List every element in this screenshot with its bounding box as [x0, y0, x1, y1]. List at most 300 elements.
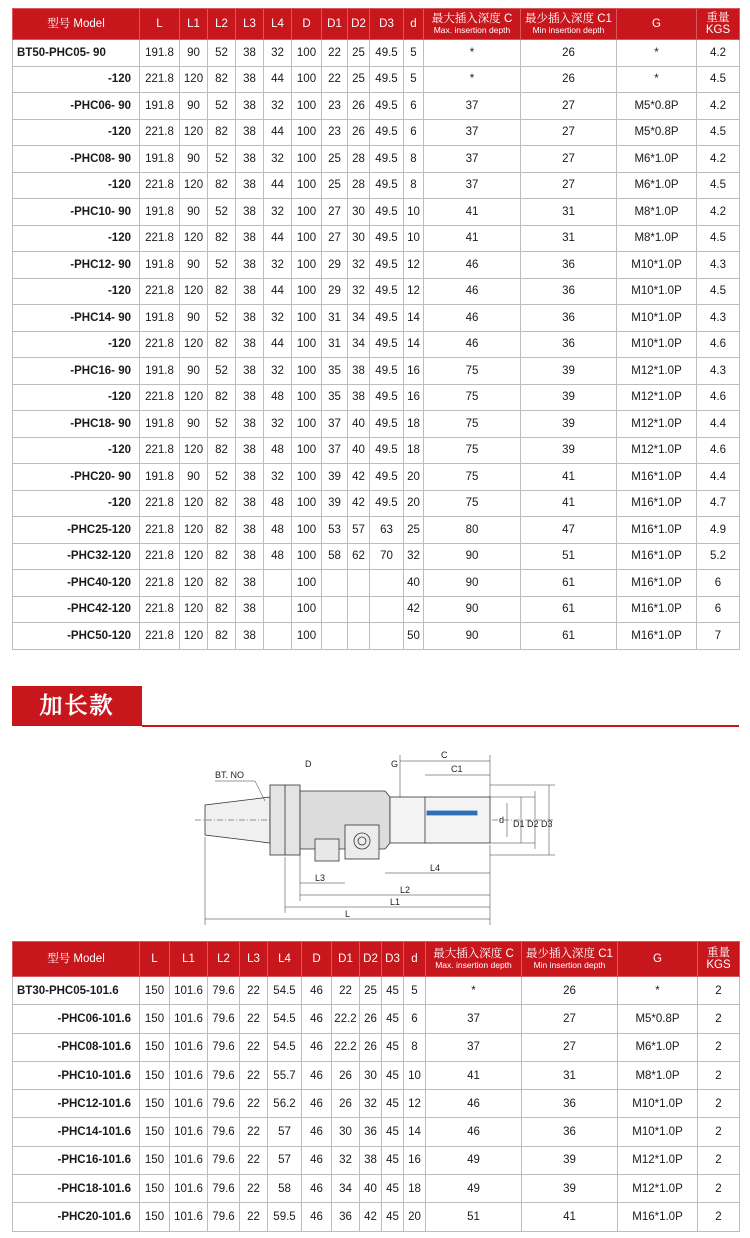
section-divider — [142, 725, 739, 727]
value-cell: 4.5 — [697, 225, 740, 252]
value-cell: 120 — [180, 225, 208, 252]
value-cell: 8 — [404, 1033, 426, 1061]
value-cell: 150 — [140, 1118, 170, 1146]
value-cell: 32 — [264, 40, 292, 67]
value-cell: 4.3 — [697, 252, 740, 279]
value-cell: 120 — [180, 66, 208, 93]
value-cell: 82 — [208, 517, 236, 544]
value-cell: 30 — [348, 225, 370, 252]
value-cell: 49.5 — [370, 490, 404, 517]
value-cell: M5*0.8P — [617, 119, 697, 146]
value-cell: 44 — [264, 331, 292, 358]
value-cell: 191.8 — [140, 464, 180, 491]
value-cell: 27 — [322, 225, 348, 252]
value-cell: 120 — [180, 623, 208, 650]
value-cell: 32 — [264, 252, 292, 279]
spec-table-bt30 — [12, 941, 740, 1232]
table-row — [13, 199, 740, 226]
value-cell: 38 — [236, 464, 264, 491]
value-cell: 31 — [522, 1061, 618, 1089]
value-cell: 36 — [521, 305, 617, 332]
label-G: G — [391, 759, 399, 769]
value-cell: 191.8 — [140, 358, 180, 385]
model-cell: -120 — [13, 490, 140, 517]
value-cell: 38 — [236, 40, 264, 67]
value-cell: 45 — [382, 977, 404, 1005]
value-cell: 4.3 — [697, 358, 740, 385]
table-row — [13, 1005, 740, 1033]
value-cell: 90 — [424, 570, 521, 597]
value-cell: 42 — [348, 490, 370, 517]
model-cell: -PHC32-120 — [13, 543, 140, 570]
value-cell: 49.5 — [370, 40, 404, 67]
value-cell: 45 — [382, 1005, 404, 1033]
value-cell: M16*1.0P — [617, 596, 697, 623]
value-cell: 45 — [382, 1118, 404, 1146]
value-cell: 22 — [240, 1175, 268, 1203]
value-cell: 45 — [382, 1061, 404, 1089]
value-cell: 191.8 — [140, 40, 180, 67]
value-cell: 100 — [292, 623, 322, 650]
value-cell: 49.5 — [370, 437, 404, 464]
value-cell: 32 — [332, 1146, 360, 1174]
value-cell: 16 — [404, 1146, 426, 1174]
value-cell: 46 — [424, 278, 521, 305]
value-cell: 39 — [521, 411, 617, 438]
spec-table-bt50 — [12, 8, 740, 650]
value-cell: 38 — [236, 358, 264, 385]
value-cell: 49.5 — [370, 93, 404, 120]
value-cell: 22 — [240, 1005, 268, 1033]
value-cell: 49.5 — [370, 252, 404, 279]
label-L1: L1 — [390, 897, 401, 907]
value-cell: 18 — [404, 1175, 426, 1203]
value-cell: 191.8 — [140, 146, 180, 173]
value-cell: M8*1.0P — [617, 225, 697, 252]
value-cell: M16*1.0P — [617, 490, 697, 517]
value-cell: 49.5 — [370, 464, 404, 491]
value-cell: 90 — [180, 358, 208, 385]
value-cell: 90 — [424, 543, 521, 570]
header-L1: L1 — [180, 9, 208, 40]
model-cell: -120 — [13, 225, 140, 252]
value-cell: 22 — [332, 977, 360, 1005]
value-cell: 100 — [292, 384, 322, 411]
value-cell: 221.8 — [140, 517, 180, 544]
header-L2: L2 — [208, 942, 240, 977]
value-cell: 75 — [424, 358, 521, 385]
value-cell: 38 — [360, 1146, 382, 1174]
model-cell: -PHC08-101.6 — [13, 1033, 140, 1061]
model-cell: BT50-PHC05- 90 — [13, 40, 140, 67]
label-L4: L4 — [430, 863, 441, 873]
table-header-row — [13, 942, 740, 977]
label-D1: D1 — [513, 819, 525, 829]
value-cell: 40 — [348, 411, 370, 438]
value-cell: M16*1.0P — [617, 543, 697, 570]
value-cell: M10*1.0P — [617, 252, 697, 279]
value-cell: 46 — [302, 1118, 332, 1146]
value-cell: 150 — [140, 1203, 170, 1231]
value-cell: 35 — [322, 358, 348, 385]
value-cell: 100 — [292, 93, 322, 120]
value-cell: 7 — [697, 623, 740, 650]
value-cell: 46 — [302, 1005, 332, 1033]
value-cell: 26 — [348, 93, 370, 120]
value-cell: 27 — [521, 172, 617, 199]
value-cell: 26 — [360, 1033, 382, 1061]
value-cell: 82 — [208, 384, 236, 411]
value-cell: 42 — [360, 1203, 382, 1231]
value-cell: 55.7 — [268, 1061, 302, 1089]
table-row — [13, 278, 740, 305]
value-cell: 42 — [404, 596, 424, 623]
value-cell: 54.5 — [268, 977, 302, 1005]
value-cell: 49.5 — [370, 358, 404, 385]
value-cell: 26 — [522, 977, 618, 1005]
value-cell: 100 — [292, 464, 322, 491]
value-cell: 46 — [302, 1061, 332, 1089]
value-cell: 22 — [322, 66, 348, 93]
value-cell: 25 — [404, 517, 424, 544]
header-weight-en: KGS — [705, 24, 731, 36]
value-cell: 30 — [332, 1118, 360, 1146]
value-cell: 221.8 — [140, 490, 180, 517]
label-L3: L3 — [315, 873, 326, 883]
header-D2: D2 — [348, 9, 370, 40]
value-cell: 79.6 — [208, 1203, 240, 1231]
value-cell: 2 — [698, 1090, 740, 1118]
header-L1: L1 — [170, 942, 208, 977]
value-cell: 90 — [180, 305, 208, 332]
value-cell: 101.6 — [170, 1146, 208, 1174]
value-cell — [322, 570, 348, 597]
value-cell: 4.9 — [697, 517, 740, 544]
value-cell: 49.5 — [370, 172, 404, 199]
value-cell: 52 — [208, 411, 236, 438]
value-cell: 120 — [180, 570, 208, 597]
value-cell: 79.6 — [208, 1146, 240, 1174]
table-row — [13, 358, 740, 385]
value-cell: 36 — [521, 252, 617, 279]
value-cell: 49.5 — [370, 305, 404, 332]
value-cell: 28 — [348, 172, 370, 199]
value-cell: 22 — [240, 1203, 268, 1231]
value-cell: 44 — [264, 278, 292, 305]
value-cell: 5.2 — [697, 543, 740, 570]
value-cell: 10 — [404, 1061, 426, 1089]
value-cell: 31 — [521, 199, 617, 226]
value-cell: 47 — [521, 517, 617, 544]
label-D2: D2 — [527, 819, 539, 829]
value-cell: 44 — [264, 119, 292, 146]
value-cell: 22 — [240, 977, 268, 1005]
value-cell: 90 — [180, 199, 208, 226]
value-cell: 20 — [404, 464, 424, 491]
header-G: G — [617, 9, 697, 40]
table-row — [13, 384, 740, 411]
value-cell: 221.8 — [140, 172, 180, 199]
value-cell: 100 — [292, 66, 322, 93]
value-cell: 25 — [322, 172, 348, 199]
value-cell: 39 — [521, 358, 617, 385]
value-cell: 8 — [404, 172, 424, 199]
model-cell: -PHC42-120 — [13, 596, 140, 623]
table-row — [13, 66, 740, 93]
value-cell: 221.8 — [140, 570, 180, 597]
value-cell: 100 — [292, 411, 322, 438]
value-cell — [370, 623, 404, 650]
value-cell: 26 — [332, 1061, 360, 1089]
table-row — [13, 225, 740, 252]
value-cell: 36 — [521, 278, 617, 305]
value-cell: M12*1.0P — [618, 1175, 698, 1203]
table-row — [13, 93, 740, 120]
value-cell: 191.8 — [140, 252, 180, 279]
value-cell: 41 — [426, 1061, 522, 1089]
value-cell: 39 — [322, 464, 348, 491]
value-cell: 41 — [521, 464, 617, 491]
value-cell: 22 — [240, 1033, 268, 1061]
header-model: 型号 Model — [13, 9, 140, 40]
value-cell: 49 — [426, 1175, 522, 1203]
value-cell: 36 — [332, 1203, 360, 1231]
value-cell: 49.5 — [370, 411, 404, 438]
value-cell: M12*1.0P — [618, 1146, 698, 1174]
value-cell: 150 — [140, 1146, 170, 1174]
table-row — [13, 411, 740, 438]
value-cell: 25 — [348, 40, 370, 67]
value-cell: 14 — [404, 1118, 426, 1146]
value-cell: 150 — [140, 977, 170, 1005]
value-cell: 79.6 — [208, 1033, 240, 1061]
value-cell: * — [617, 66, 697, 93]
value-cell: 22.2 — [332, 1033, 360, 1061]
value-cell: 75 — [424, 411, 521, 438]
value-cell: 25 — [360, 977, 382, 1005]
header-L: L — [140, 9, 180, 40]
value-cell: 31 — [322, 305, 348, 332]
value-cell: 100 — [292, 305, 322, 332]
value-cell: 38 — [236, 411, 264, 438]
value-cell: 75 — [424, 384, 521, 411]
value-cell: 100 — [292, 278, 322, 305]
value-cell: 37 — [322, 411, 348, 438]
model-cell: -PHC10-101.6 — [13, 1061, 140, 1089]
value-cell: 49.5 — [370, 199, 404, 226]
value-cell: 57 — [268, 1146, 302, 1174]
value-cell: 191.8 — [140, 411, 180, 438]
value-cell: 42 — [348, 464, 370, 491]
table-row — [13, 1203, 740, 1231]
value-cell: 79.6 — [208, 1175, 240, 1203]
header-D2: D2 — [360, 942, 382, 977]
value-cell: 18 — [404, 411, 424, 438]
value-cell: * — [424, 40, 521, 67]
value-cell: 90 — [180, 464, 208, 491]
value-cell: 61 — [521, 596, 617, 623]
value-cell: 20 — [404, 490, 424, 517]
value-cell: 5 — [404, 977, 426, 1005]
value-cell: 48 — [264, 384, 292, 411]
value-cell: 100 — [292, 490, 322, 517]
table-row — [13, 146, 740, 173]
value-cell: 38 — [236, 331, 264, 358]
value-cell: 14 — [404, 305, 424, 332]
value-cell: 38 — [236, 119, 264, 146]
value-cell: 32 — [264, 146, 292, 173]
value-cell: 100 — [292, 517, 322, 544]
table-row — [13, 1118, 740, 1146]
value-cell — [348, 623, 370, 650]
value-cell: 34 — [348, 331, 370, 358]
table-row — [13, 119, 740, 146]
value-cell: 27 — [521, 146, 617, 173]
header-model: 型号 Model — [13, 942, 140, 977]
value-cell: 82 — [208, 225, 236, 252]
value-cell: 4.5 — [697, 278, 740, 305]
value-cell: 150 — [140, 1090, 170, 1118]
table-row — [13, 570, 740, 597]
value-cell: 57 — [348, 517, 370, 544]
model-cell: -PHC16- 90 — [13, 358, 140, 385]
table-row — [13, 543, 740, 570]
value-cell: 54.5 — [268, 1005, 302, 1033]
value-cell — [264, 596, 292, 623]
value-cell: 58 — [268, 1175, 302, 1203]
value-cell: 61 — [521, 570, 617, 597]
model-cell: -PHC18-101.6 — [13, 1175, 140, 1203]
value-cell: 31 — [322, 331, 348, 358]
header-weight — [697, 9, 740, 40]
value-cell — [370, 596, 404, 623]
value-cell: 29 — [322, 252, 348, 279]
value-cell: 49.5 — [370, 146, 404, 173]
value-cell: 221.8 — [140, 437, 180, 464]
value-cell: 27 — [322, 199, 348, 226]
value-cell: 2 — [698, 1118, 740, 1146]
value-cell: 82 — [208, 437, 236, 464]
value-cell: 79.6 — [208, 1005, 240, 1033]
value-cell: 54.5 — [268, 1033, 302, 1061]
header-weight-cn: 重量 — [706, 11, 730, 24]
value-cell: 221.8 — [140, 596, 180, 623]
value-cell: 38 — [236, 570, 264, 597]
value-cell: 6 — [697, 596, 740, 623]
value-cell: 120 — [180, 384, 208, 411]
model-cell: -PHC25-120 — [13, 517, 140, 544]
label-D: D — [305, 759, 312, 769]
value-cell: 18 — [404, 437, 424, 464]
value-cell: 100 — [292, 596, 322, 623]
value-cell: 82 — [208, 543, 236, 570]
value-cell: 22 — [240, 1146, 268, 1174]
value-cell: 32 — [264, 411, 292, 438]
value-cell: 22 — [322, 40, 348, 67]
header-weight-cn: 重量 — [707, 946, 730, 959]
value-cell: 100 — [292, 119, 322, 146]
value-cell: 12 — [404, 252, 424, 279]
value-cell: 38 — [236, 66, 264, 93]
table-row — [13, 623, 740, 650]
value-cell: 30 — [360, 1061, 382, 1089]
table-row — [13, 596, 740, 623]
value-cell: 10 — [404, 225, 424, 252]
table-row — [13, 464, 740, 491]
value-cell: 49.5 — [370, 384, 404, 411]
value-cell: 5 — [404, 66, 424, 93]
value-cell: 100 — [292, 358, 322, 385]
model-cell: -PHC06-101.6 — [13, 1005, 140, 1033]
value-cell: 221.8 — [140, 623, 180, 650]
value-cell: 26 — [521, 66, 617, 93]
value-cell: M12*1.0P — [617, 411, 697, 438]
value-cell: M10*1.0P — [618, 1118, 698, 1146]
model-cell: -PHC20-101.6 — [13, 1203, 140, 1231]
value-cell: 37 — [424, 93, 521, 120]
value-cell: 4.5 — [697, 66, 740, 93]
value-cell: 38 — [236, 172, 264, 199]
value-cell: 37 — [424, 146, 521, 173]
value-cell: 4.4 — [697, 464, 740, 491]
value-cell: 28 — [348, 146, 370, 173]
value-cell: 45 — [382, 1203, 404, 1231]
model-cell: -PHC14-101.6 — [13, 1118, 140, 1146]
value-cell: 38 — [236, 596, 264, 623]
value-cell: 27 — [521, 119, 617, 146]
value-cell: 38 — [236, 490, 264, 517]
model-cell: -PHC12-101.6 — [13, 1090, 140, 1118]
header-L3: L3 — [240, 942, 268, 977]
value-cell: 16 — [404, 358, 424, 385]
value-cell: 82 — [208, 490, 236, 517]
value-cell: 52 — [208, 146, 236, 173]
value-cell: 4.2 — [697, 146, 740, 173]
value-cell: 49.5 — [370, 119, 404, 146]
value-cell: 59.5 — [268, 1203, 302, 1231]
value-cell: 82 — [208, 278, 236, 305]
value-cell: 38 — [236, 278, 264, 305]
value-cell: 31 — [521, 225, 617, 252]
header-D1: D1 — [322, 9, 348, 40]
header-min-depth — [522, 942, 618, 977]
value-cell: M16*1.0P — [618, 1203, 698, 1231]
value-cell: 82 — [208, 119, 236, 146]
value-cell: 26 — [348, 119, 370, 146]
value-cell: 2 — [698, 1061, 740, 1089]
header-max-depth — [424, 9, 521, 40]
value-cell: 70 — [370, 543, 404, 570]
value-cell: 120 — [180, 278, 208, 305]
value-cell: 101.6 — [170, 1118, 208, 1146]
value-cell: 32 — [348, 278, 370, 305]
value-cell: 51 — [521, 543, 617, 570]
value-cell: 12 — [404, 278, 424, 305]
value-cell: M5*0.8P — [618, 1005, 698, 1033]
table-row — [13, 1175, 740, 1203]
value-cell: 120 — [180, 172, 208, 199]
model-cell: -PHC50-120 — [13, 623, 140, 650]
value-cell: 120 — [180, 596, 208, 623]
section-title-extended: 加长款 — [12, 686, 142, 726]
value-cell: 120 — [180, 437, 208, 464]
value-cell: 41 — [522, 1203, 618, 1231]
value-cell — [264, 623, 292, 650]
value-cell: 5 — [404, 40, 424, 67]
model-cell: -120 — [13, 172, 140, 199]
header-L4: L4 — [264, 9, 292, 40]
value-cell: M12*1.0P — [617, 437, 697, 464]
